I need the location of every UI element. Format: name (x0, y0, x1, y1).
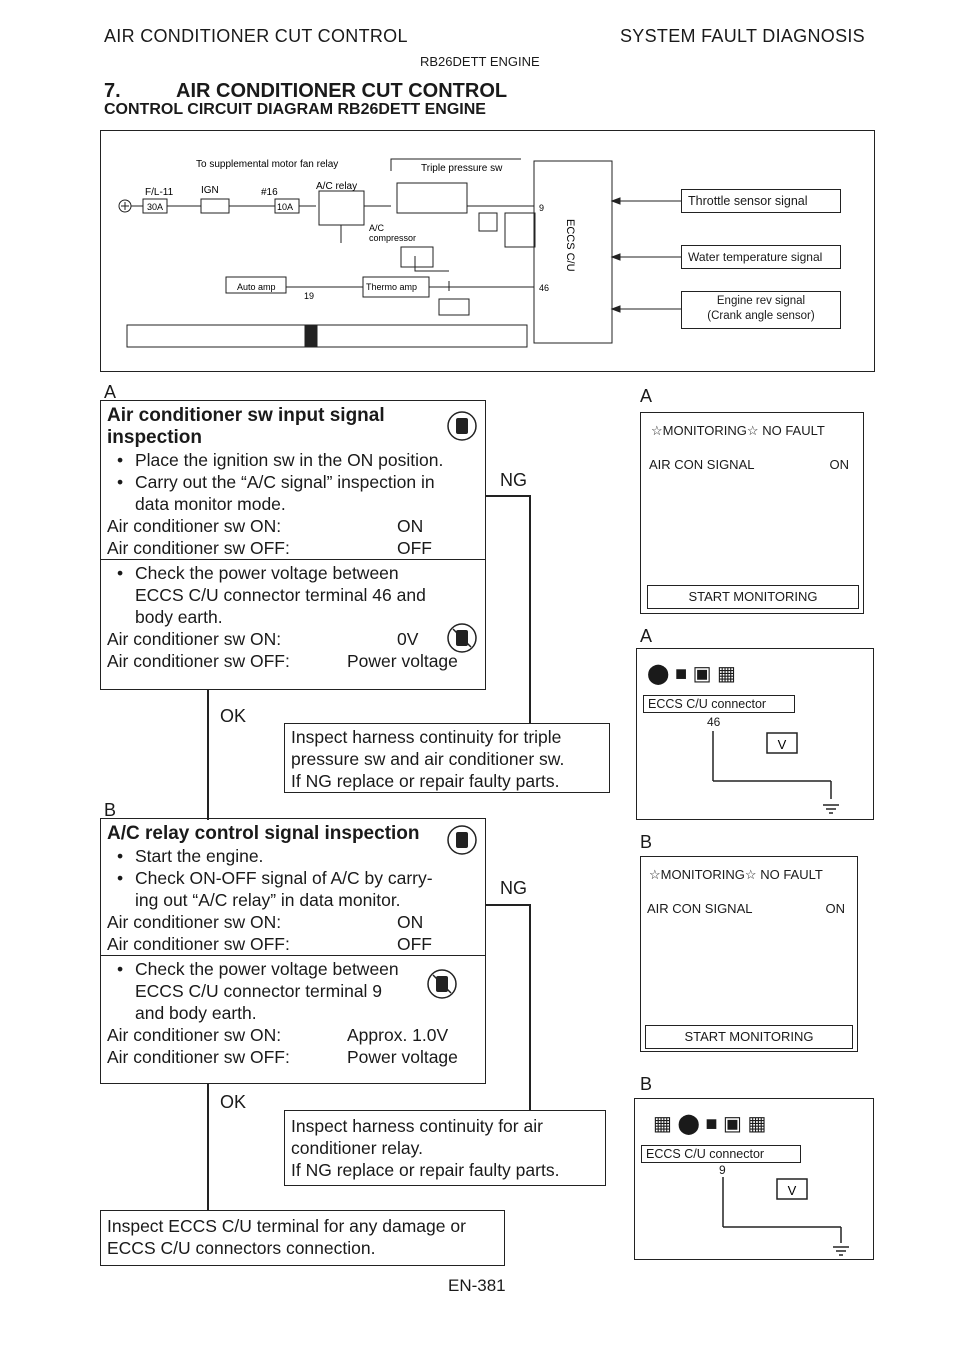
final-line-2: ECCS C/U connectors connection. (107, 1238, 376, 1258)
conn-a-name: ECCS C/U connector (643, 695, 795, 713)
section-subtitle: CONTROL CIRCUIT DIAGRAM RB26DETT ENGINE (104, 101, 486, 118)
header-right: SYSTEM FAULT DIAGNOSIS (620, 26, 865, 46)
step-a-row-2: Air conditioner sw OFF: OFF (107, 538, 432, 558)
step-b-bullet-2b: ing out “A/C relay” in data monitor. (135, 890, 401, 910)
monitor-b-label: B (640, 832, 653, 852)
consult-icon (445, 409, 479, 443)
step-b-row-4: Air conditioner sw OFF: Power voltage (107, 1047, 458, 1067)
step-b-check-2: ECCS C/U connector terminal 9 (135, 981, 383, 1001)
triple-sw-label: Triple pressure sw (421, 163, 503, 174)
step-b-ng-v (529, 904, 531, 1110)
step-a-title-1: Air conditioner sw input signal (107, 405, 385, 426)
fan-relay-label: To supplemental motor fan relay (196, 159, 339, 170)
fuse16-label: #16 (261, 187, 278, 198)
water-temp-signal-box: Water temperature signal (681, 245, 841, 269)
step-a-fix-1: Inspect harness continuity for triple (291, 727, 562, 747)
monitor-a-value: ON (829, 457, 849, 472)
throttle-signal-box: Throttle sensor signal (681, 189, 841, 213)
ecu-label: ECCS C/U (564, 219, 576, 272)
meter-v: V (777, 737, 787, 752)
meter-icon (445, 621, 479, 655)
engine-rev-label: Engine rev signal (716, 295, 806, 307)
step-b-row-3: Air conditioner sw ON: Approx. 1.0V (107, 1025, 449, 1045)
step-a-ok-v (207, 690, 209, 820)
step-a-bullet-2: • Carry out the “A/C signal” inspection in (107, 471, 479, 493)
step-b-row-2: Air conditioner sw OFF: OFF (107, 934, 432, 954)
header-sub: RB26DETT ENGINE (420, 54, 540, 69)
compressor-label: compressor (369, 233, 417, 243)
step-a-fix-2: pressure sw and air conditioner sw. (291, 749, 565, 769)
conn-b-name: ECCS C/U connector (641, 1145, 801, 1163)
monitor-b-signal: AIR CON SIGNAL (647, 901, 753, 916)
conn-b-box (634, 1098, 874, 1260)
step-b-ng-h (486, 904, 530, 906)
page-number: EN-381 (448, 1276, 506, 1295)
step-b-fix-3: If NG replace or repair faulty parts. (291, 1160, 560, 1180)
connector-icons: ▦ ⬤ ■ ▣ ▦ (653, 1113, 767, 1135)
header-left: AIR CONDITIONER CUT CONTROL (104, 26, 408, 46)
pin9-label: 9 (539, 203, 545, 213)
step-a-check-1: • Check the power voltage between (107, 562, 479, 584)
conn-a-box (636, 648, 874, 820)
monitor-a-signal: AIR CON SIGNAL (649, 457, 755, 472)
fuse30-label: 30A (147, 202, 164, 212)
step-b-check-1: • Check the power voltage between (107, 958, 479, 980)
thermo-amp-label: Thermo amp (366, 282, 418, 292)
step-a-row-3: Air conditioner sw ON: 0V (107, 629, 419, 649)
step-a-ng-h (486, 495, 530, 497)
step-a-row-4: Air conditioner sw OFF: Power voltage (107, 651, 458, 671)
section-number: 7. (104, 80, 121, 102)
fuse10-label: 10A (277, 202, 294, 212)
conn-b-pin: 9 (719, 1163, 726, 1177)
conn-b-label: B (640, 1074, 653, 1094)
step-a-fix-box (284, 723, 610, 793)
step-a-ng: NG (500, 470, 527, 490)
conn-a-pin: 46 (707, 715, 721, 729)
pin46-label: 46 (539, 283, 550, 293)
auto-amp-label: Auto amp (237, 282, 276, 292)
step-a-fix-3: If NG replace or repair faulty parts. (291, 771, 560, 791)
connector-icons: ⬤ ■ ▣ ▦ (647, 663, 736, 685)
final-line-1: Inspect ECCS C/U terminal for any damage or (107, 1216, 466, 1236)
step-b-label: B (104, 800, 117, 820)
meter-icon (425, 967, 459, 1001)
conn-a-label: A (640, 626, 653, 646)
monitor-b-box (640, 856, 858, 1052)
monitor-b-start-button[interactable]: START MONITORING (645, 1025, 853, 1049)
step-a-label: A (104, 382, 117, 402)
step-b-bullet-1: • Start the engine. (107, 845, 479, 867)
section-title: AIR CONDITIONER CUT CONTROL (176, 80, 508, 102)
crank-angle-label: (Crank angle sensor) (707, 310, 815, 322)
step-b-row-1: Air conditioner sw ON: ON (107, 912, 424, 932)
step-b-ng: NG (500, 878, 527, 898)
step-a-check-2: ECCS C/U connector terminal 46 and (135, 585, 426, 605)
voltmeter-a (697, 729, 857, 819)
step-b-fix-2: conditioner relay. (291, 1138, 423, 1158)
step-b-fix-box (284, 1110, 606, 1186)
monitor-a-label: A (640, 386, 653, 406)
ac-relay-label: A/C relay (316, 181, 358, 192)
fl-label: F/L-11 (145, 187, 174, 198)
ac-comp-label: A/C (369, 223, 385, 233)
consult-icon (445, 823, 479, 857)
step-a-check-3: body earth. (135, 607, 223, 627)
ign-label: IGN (201, 185, 219, 196)
step-b-ok: OK (220, 1092, 247, 1112)
circuit-diagram (100, 130, 875, 372)
monitor-b-value: ON (825, 901, 845, 916)
monitor-b-head: ☆MONITORING☆ NO FAULT (649, 867, 823, 882)
step-b-fix-1: Inspect harness continuity for air (291, 1116, 543, 1136)
meter-v: V (787, 1183, 797, 1198)
step-a-bullet-1: • Place the ignition sw in the ON position. (107, 449, 479, 471)
step-b-title: A/C relay control signal inspection (107, 823, 420, 844)
step-b-bullet-2: • Check ON-OFF signal of A/C by carry- (107, 867, 479, 889)
final-box (100, 1210, 505, 1266)
step-a-bullet-2b: data monitor mode. (135, 494, 286, 514)
monitor-a-head: ☆MONITORING☆ NO FAULT (651, 423, 825, 438)
voltmeter-b (707, 1175, 867, 1261)
engine-rev-signal-box (681, 291, 841, 329)
step-a-row-1: Air conditioner sw ON: ON (107, 516, 424, 536)
step-a-title-2: inspection (107, 427, 203, 448)
monitor-a-box (640, 412, 864, 614)
step-b-check-3: and body earth. (135, 1003, 257, 1023)
step-a-box (100, 400, 486, 690)
monitor-a-start-button[interactable]: START MONITORING (647, 585, 859, 609)
pin19-label: 19 (304, 291, 315, 301)
step-b-ok-v (207, 1084, 209, 1210)
step-a-ng-v (529, 495, 531, 723)
step-b-box (100, 818, 486, 1084)
step-a-ok: OK (220, 706, 247, 726)
